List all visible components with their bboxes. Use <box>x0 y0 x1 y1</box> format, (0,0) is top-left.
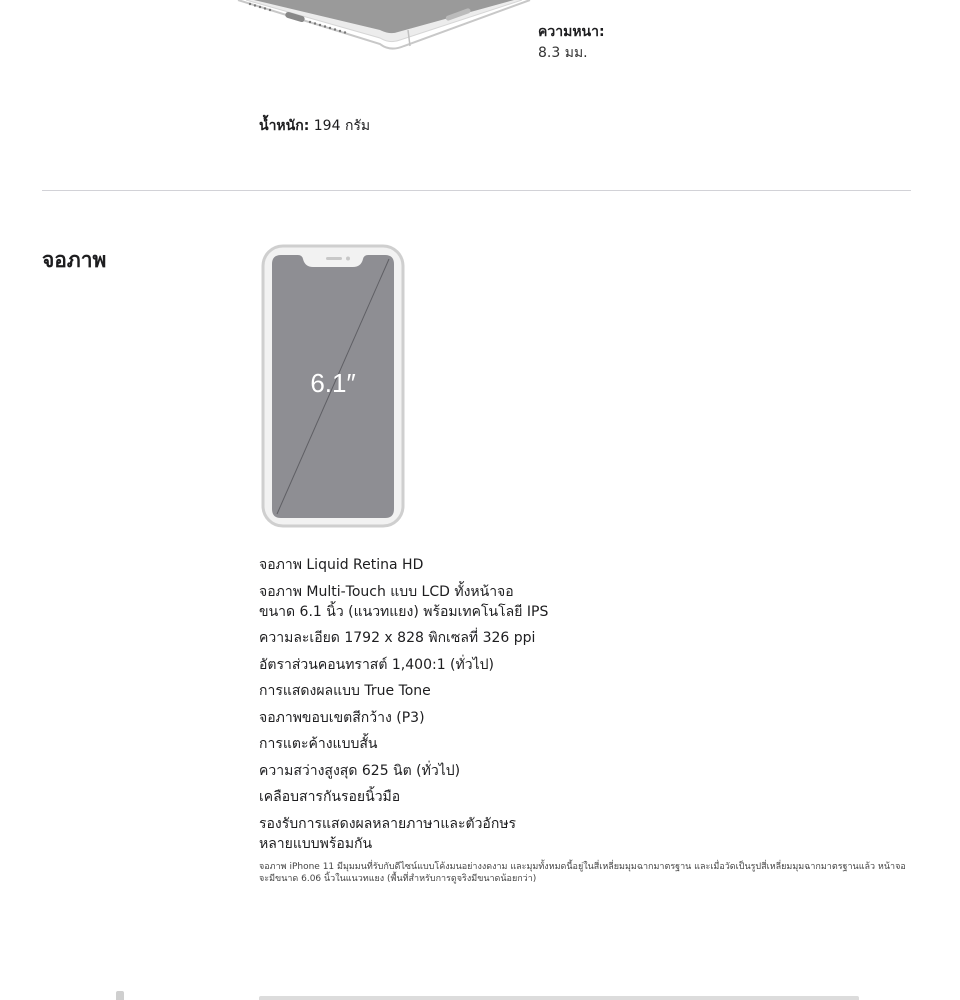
spec-item <box>259 708 679 728</box>
spec-item <box>259 814 679 854</box>
next-section-text-cutoff <box>259 996 859 1000</box>
spec-item <box>259 761 679 781</box>
next-section-title-cutoff <box>42 991 132 1000</box>
diagonal-size-label: 6.1″ <box>310 368 356 398</box>
display-footnote: จอภาพ iPhone 11 มีมุมมนที่รับกับดีไซน์แบบโค้งมนอย่างงดงาม และมุมทั้งหมดนี้อยู่ในสี่เหลี่ยมมุมฉากมาตรฐาน และเมื่อวัดเป็นรูปสี่เหลี่ยมมุมฉากมาตรฐานแล้ว หน้าจอจะมีขนาด 6.06 นิ้วในแนวทแยง (พื้นที่สำหรับการดูจริงมีขนาดน้อยกว่า) <box>259 862 906 884</box>
spec-item <box>259 734 679 754</box>
section-title-display: จอภาพ <box>42 248 107 272</box>
spec-line: ขนาด 6.1 นิ้ว (แนวทแยง) พร้อมเทคโนโลยี IPS <box>259 603 549 620</box>
spec-line: จอภาพขอบเขตสีกว้าง (P3) <box>259 709 425 726</box>
spec-item <box>259 681 679 701</box>
spec-item <box>259 655 679 675</box>
spec-item <box>259 628 679 648</box>
display-spec-list <box>259 555 679 860</box>
spec-line: เคลือบสารกันรอยนิ้วมือ <box>259 789 401 805</box>
thickness-value: 8.3 มม. <box>538 45 588 61</box>
spec-line: หลายแบบพร้อมกัน <box>259 835 373 852</box>
spec-line: ความสว่างสูงสุด 625 นิต (ทั่วไป) <box>259 762 461 779</box>
spec-line: การแสดงผลแบบ True Tone <box>259 683 431 699</box>
spec-item <box>259 787 679 807</box>
section-divider <box>42 190 911 191</box>
phone-bottom-illustration <box>230 0 540 62</box>
weight-label: น้ำหนัก: <box>259 118 310 134</box>
thickness-label: ความหนา: <box>538 24 605 40</box>
spec-item <box>259 582 679 622</box>
spec-line: ความละเอียด 1792 x 828 พิกเซลที่ 326 ppi <box>259 630 536 646</box>
weight-value: 194 กรัม <box>313 118 371 134</box>
spec-line: จอภาพ Liquid Retina HD <box>259 557 424 573</box>
weight-spec <box>259 115 370 137</box>
spec-line: การแตะค้างแบบสั้น <box>259 736 378 752</box>
spec-line: อัตราส่วนคอนทราสต์ 1,400:1 (ทั่วไป) <box>259 656 494 673</box>
spec-line: รองรับการแสดงผลหลายภาษาและตัวอักษร <box>259 815 517 832</box>
spec-line: จอภาพ Multi‑Touch แบบ LCD ทั้งหน้าจอ <box>259 583 514 600</box>
spec-item <box>259 555 679 575</box>
phone-display-diagram <box>256 243 410 529</box>
